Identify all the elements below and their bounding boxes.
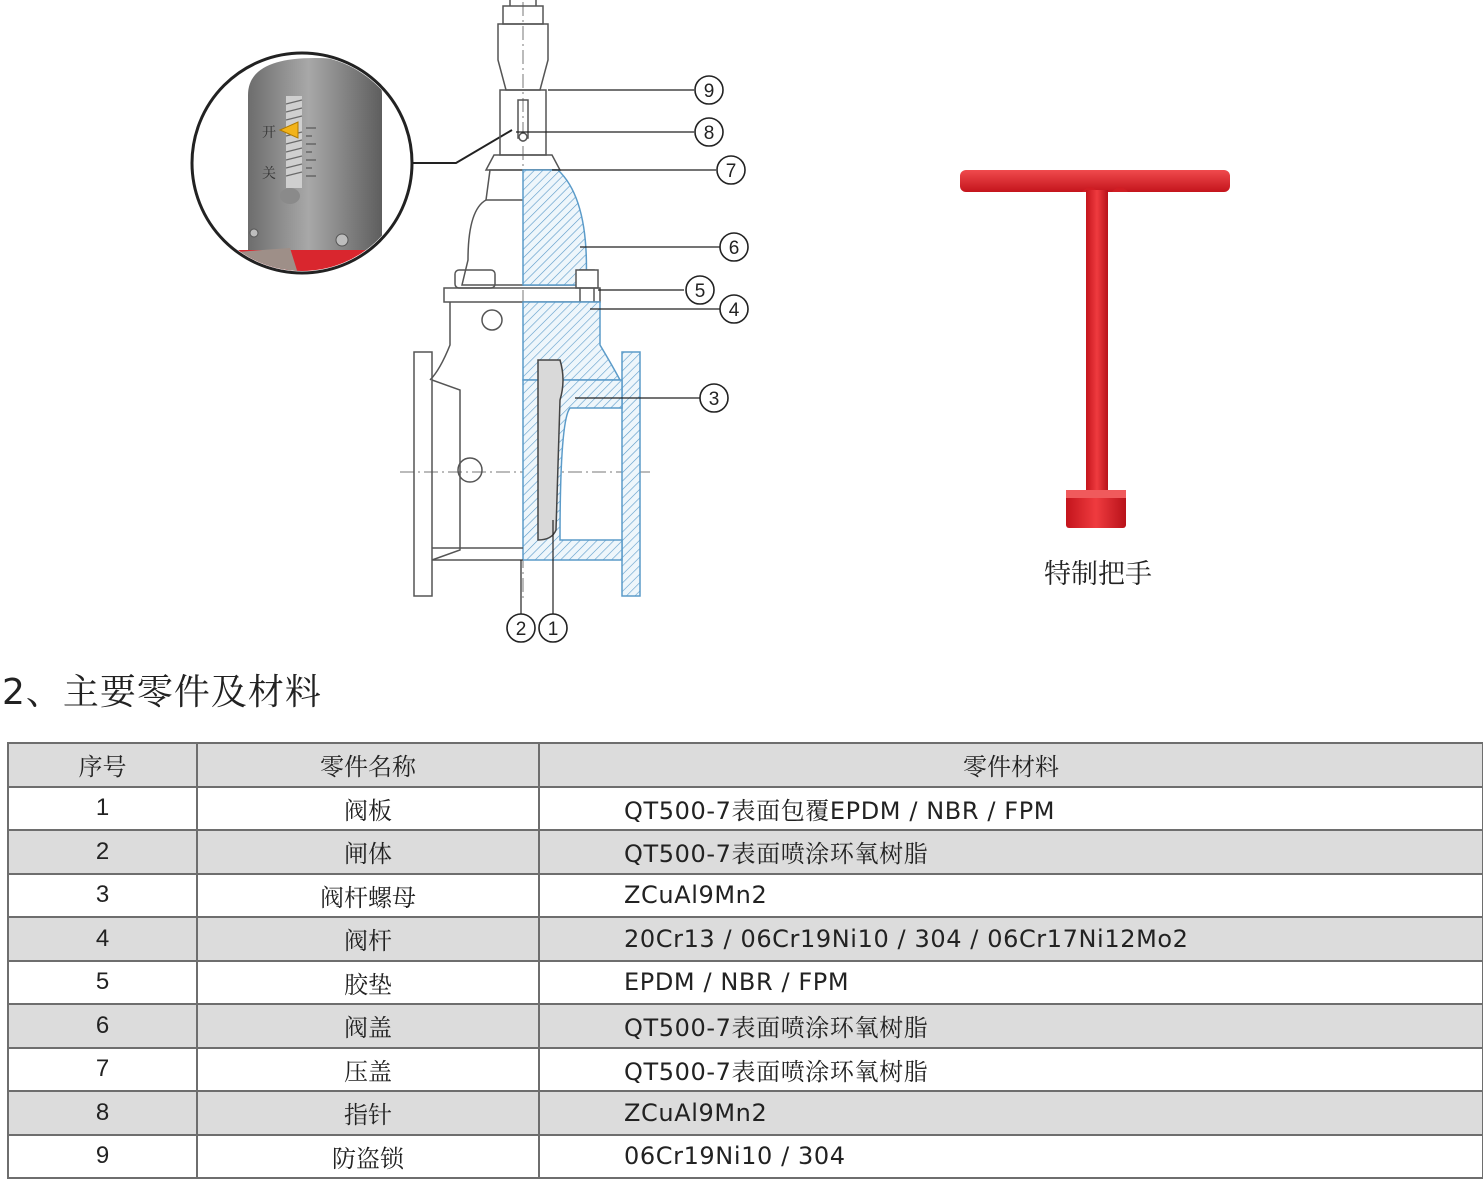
header-part-material: 零件材料 [539,743,1483,787]
svg-text:4: 4 [728,300,740,321]
cell-part-name: 阀盖 [197,1004,539,1048]
svg-text:3: 3 [708,389,720,410]
table-row [8,1004,1483,1048]
callout-9 [695,76,723,104]
svg-text:6: 6 [728,238,740,259]
svg-text:1: 1 [547,619,559,640]
t-handle-image [960,170,1230,528]
callout-7 [717,156,745,184]
table-row [8,1091,1483,1135]
cell-serial-no: 1 [8,787,197,831]
callout-2 [507,614,535,642]
parts-materials-table [7,742,1483,1179]
header-part-name: 零件名称 [197,743,539,787]
table-header-row [8,743,1483,787]
cell-serial-no: 7 [8,1048,197,1092]
cell-part-material: ZCuAl9Mn2 [539,874,1483,918]
table-row [8,961,1483,1005]
header-serial-no: 序号 [8,743,197,787]
svg-text:2: 2 [515,619,527,640]
cell-part-name: 压盖 [197,1048,539,1092]
cell-serial-no: 5 [8,961,197,1005]
callout-4 [720,295,748,323]
inset-close-label: 关 [262,166,276,182]
cell-part-name: 胶垫 [197,961,539,1005]
cell-part-material: QT500-7表面喷涂环氧树脂 [539,1048,1483,1092]
svg-text:9: 9 [703,81,715,102]
callout-5 [686,276,714,304]
table-row [8,1048,1483,1092]
cell-part-material: QT500-7表面喷涂环氧树脂 [539,830,1483,874]
cell-part-name: 阀杆螺母 [197,874,539,918]
inset-open-label: 开 [262,125,276,141]
section-title: 2、主要零件及材料 [2,672,322,713]
svg-text:7: 7 [725,161,737,182]
cell-serial-no: 8 [8,1091,197,1135]
cell-part-material: 20Cr13 / 06Cr19Ni10 / 304 / 06Cr17Ni12Mo2 [539,917,1483,961]
callout-8 [695,118,723,146]
callout-1 [539,614,567,642]
cell-serial-no: 4 [8,917,197,961]
callout-6 [720,233,748,261]
cell-serial-no: 2 [8,830,197,874]
cell-part-name: 闸体 [197,830,539,874]
magnified-inset [190,50,512,280]
cell-part-material: QT500-7表面包覆EPDM / NBR / FPM [539,787,1483,831]
cell-part-name: 阀杆 [197,917,539,961]
table-row [8,1135,1483,1179]
cell-part-name: 指针 [197,1091,539,1135]
cell-part-material: QT500-7表面喷涂环氧树脂 [539,1004,1483,1048]
table-row [8,830,1483,874]
table-row [8,874,1483,918]
cell-part-material: EPDM / NBR / FPM [539,961,1483,1005]
cell-part-name: 阀板 [197,787,539,831]
cell-serial-no: 9 [8,1135,197,1179]
cell-part-material: ZCuAl9Mn2 [539,1091,1483,1135]
table-row [8,917,1483,961]
svg-text:8: 8 [703,123,715,144]
cell-serial-no: 6 [8,1004,197,1048]
svg-text:5: 5 [694,281,706,302]
cell-part-material: 06Cr19Ni10 / 304 [539,1135,1483,1179]
callout-3 [700,384,728,412]
cell-serial-no: 3 [8,874,197,918]
cell-part-name: 防盗锁 [197,1135,539,1179]
table-row [8,787,1483,831]
handle-caption: 特制把手 [1044,559,1152,590]
